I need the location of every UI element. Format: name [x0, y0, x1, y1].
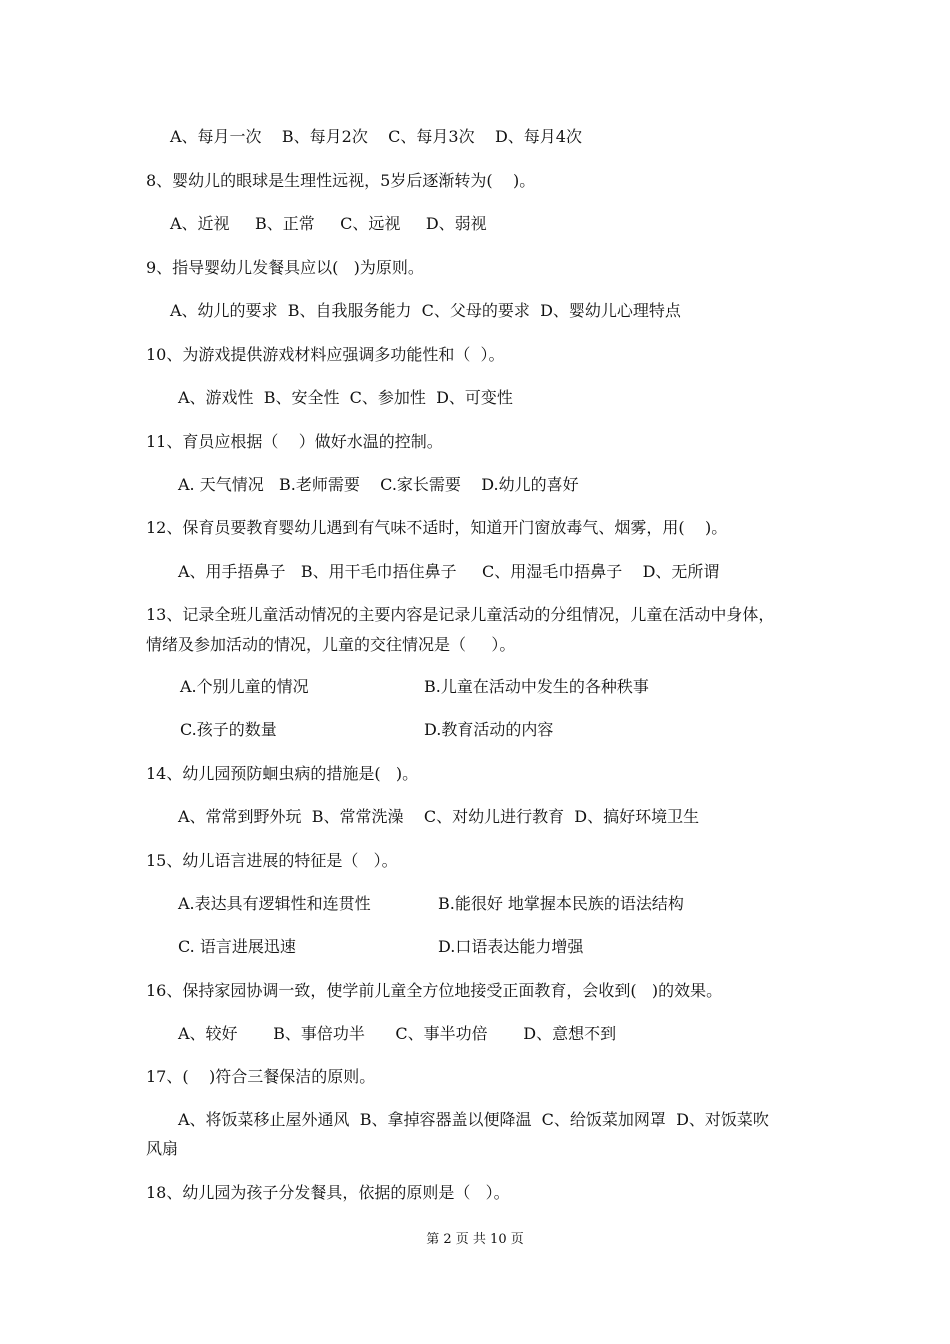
question-10: 10、为游戏提供游戏材料应强调多功能性和（ ）。 [146, 345, 505, 364]
q8-options: A、近视 B、正常 C、远视 D、弱视 [170, 214, 487, 233]
q15-option-d: D.口语表达能力增强 [438, 937, 584, 956]
question-8: 8、婴幼儿的眼球是生理性远视，5岁后逐渐转为( )。 [146, 171, 536, 190]
question-11: 11、育员应根据（ ）做好水温的控制。 [146, 432, 443, 451]
q13-option-c: C.孩子的数量 [180, 720, 277, 739]
q13-option-a: A.个别儿童的情况 [180, 677, 309, 696]
question-9: 9、指导婴幼儿发餐具应以( )为原则。 [146, 258, 424, 277]
question-12: 12、保育员要教育婴幼儿遇到有气味不适时，知道开门窗放毒气、烟雾，用( )。 [146, 518, 728, 537]
q15-option-c: C. 语言进展迅速 [178, 937, 296, 956]
question-15: 15、幼儿语言进展的特征是（ ）。 [146, 851, 398, 870]
q13-option-d: D.教育活动的内容 [424, 720, 554, 739]
question-18: 18、幼儿园为孩子分发餐具，依据的原则是（ ）。 [146, 1183, 510, 1202]
q11-options: A. 天气情况 B.老师需要 C.家长需要 D.幼儿的喜好 [178, 475, 579, 494]
q7-options: A、每月一次 B、每月2次 C、每月3次 D、每月4次 [170, 127, 582, 146]
q9-options: A、幼儿的要求 B、自我服务能力 C、父母的要求 D、婴幼儿心理特点 [170, 301, 681, 320]
question-13-line-1: 13、记录全班儿童活动情况的主要内容是记录儿童活动的分组情况，儿童在活动中身体， [146, 605, 775, 624]
q15-option-a: A.表达具有逻辑性和连贯性 [178, 894, 371, 913]
q14-options: A、常常到野外玩 B、常常洗澡 C、对幼儿进行教育 D、搞好环境卫生 [178, 807, 700, 826]
question-14: 14、幼儿园预防蛔虫病的措施是( )。 [146, 764, 419, 783]
q13-option-b: B.儿童在活动中发生的各种秩事 [424, 677, 649, 696]
q15-option-b: B.能很好 地掌握本民族的语法结构 [438, 894, 684, 913]
question-13-line-2: 情绪及参加活动的情况，儿童的交往情况是（ ）。 [146, 635, 516, 654]
q17-options-line-1: A、将饭菜移止屋外通风 B、拿掉容器盖以便降温 C、给饭菜加网罩 D、对饭菜吹 [178, 1110, 769, 1129]
question-16: 16、保持家园协调一致，使学前儿童全方位地接受正面教育，会收到( )的效果。 [146, 981, 723, 1000]
q17-options-line-2: 风扇 [146, 1139, 179, 1158]
q16-options: A、较好 B、事倍功半 C、事半功倍 D、意想不到 [178, 1024, 617, 1043]
question-17: 17、( )符合三餐保洁的原则。 [146, 1067, 376, 1086]
page-footer: 第 2 页 共 10 页 [426, 1232, 524, 1247]
q10-options: A、游戏性 B、安全性 C、参加性 D、可变性 [178, 388, 513, 407]
q12-options: A、用手捂鼻子 B、用干毛巾捂住鼻子 C、用湿毛巾捂鼻子 D、无所谓 [178, 562, 720, 581]
